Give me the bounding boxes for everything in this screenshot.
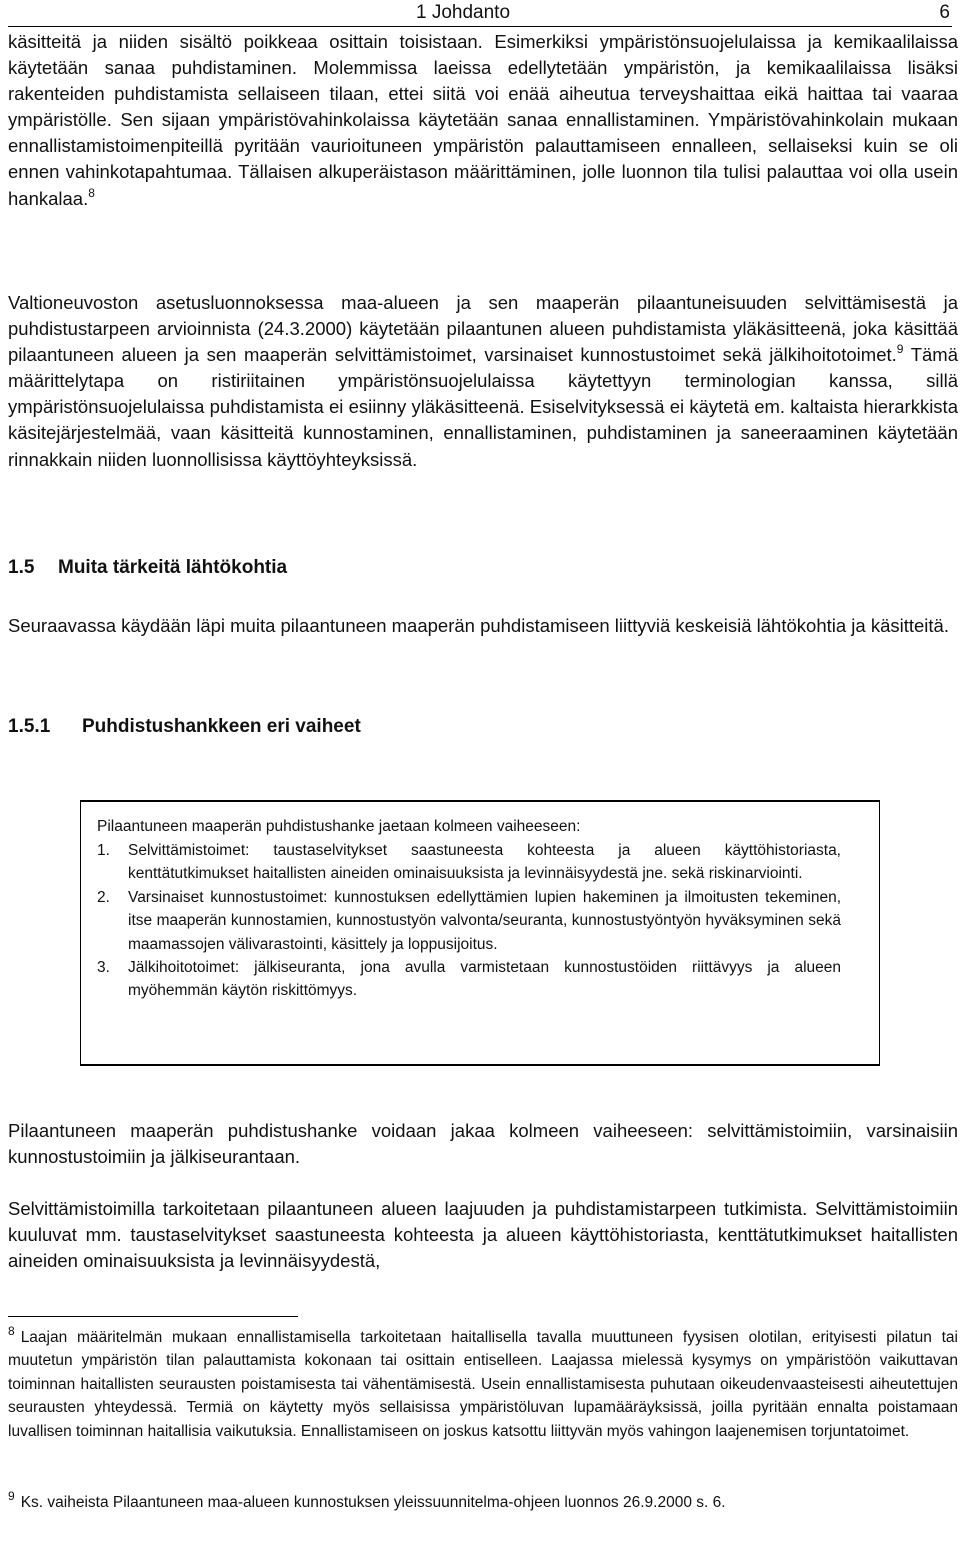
subsection-number: 1.5.1 [8,716,51,737]
phase-text: Varsinaiset kunnostustoimet: kunnostuksen edellyttämien lupien hakeminen ja ilmoitusten tekeminen, itse maaperän kunnostamien, kunnostustyön valvonta/seuranta, kunnostustyöntyön hyväksyminen sekä maamassojen välivarastointi, käsittely ja loppusijoitus. [128,888,841,953]
page-number: 6 [939,2,950,23]
phase-number: 2. [97,888,110,906]
footnote-separator [8,1316,298,1317]
phases-box-intro: Pilaantuneen maaperän puhdistushanke jaetaan kolmeen vaiheeseen: [97,818,581,835]
section-heading-1-5-1 [8,716,361,738]
section-title: Muita tärkeitä lähtökohtia [58,557,288,578]
paragraph-regulation-text-a: Valtioneuvoston asetusluonnoksessa maa-alueen ja sen maaperän pilaantuneisuuden selvittämisestä ja puhdistustarpeen arvioinnista (24.3.2000) käytetään pilaantunen alueen puhdistamista yläkäsitteenä, joka käsittää pilaantuneen alueen ja sen maaperän selvittämistoimet, varsinaiset kunnostustoimet sekä jälkihoitotoimet. [8,292,958,366]
phase-text: Selvittämistoimet: taustaselvitykset saastuneesta kohteesta ja alueen käyttöhistoriasta, kenttätutkimukset haitallisten aineiden ominaisuuksista ja levinnäisyydestä jne. sekä riskinarviointi. [128,842,841,883]
paragraph-terminology-text: käsitteitä ja niiden sisältö poikkeaa osittain toisistaan. Esimerkiksi ympäristönsuojelulaissa ja kemikaalilaissa käytetään sanaa puhdistaminen. Molemmissa laeissa edellytetään ympäristön, ja kemikaalilaissa lisäksi rakenteiden puhdistamista sellaiseen tilaan, ettei siitä voi enää aiheutua terveyshaittaa eikä haittaa tai vaaraa ympäristölle. Sen sijaan ympäristövahinkolaissa käytetään sanaa ennallistaminen. Ympäristövahinkolain mukaan ennallistamistoimenpiteillä pyritään vaurioituneen ympäristön palauttamiseen ennalleen, sellaiseksi kuin se oli ennen vahinkotapahtumaa. Tällaisen alkuperäistason määrittäminen, jolle luonnon tila tulisi palauttaa voi olla usein hankalaa. [8,31,958,209]
footnote-ref-9[interactable]: 9 [896,342,904,357]
phase-number: 3. [97,959,110,977]
paragraph-phases: Pilaantuneen maaperän puhdistushanke voidaan jakaa kolmeen vaiheeseen: selvittämistoimiin, varsinaisiin kunnostustoimiin ja jälkiseurantaan. [8,1120,958,1168]
subsection-title: Puhdistushankkeen eri vaiheet [82,716,361,737]
footnote-ref-8[interactable]: 8 [88,185,95,200]
paragraph-regulation [8,290,958,473]
paragraph-terminology [8,29,958,212]
header-section-title: 1 Johdanto [416,2,511,23]
section-number: 1.5 [8,557,35,578]
running-header [8,0,952,27]
section-heading-1-5 [8,557,287,579]
phases-box [80,800,880,1066]
phases-list [97,839,841,1003]
footnote-number: 9 [8,1489,15,1503]
phase-item [97,886,841,956]
footnote-text: Ks. vaiheista Pilaantuneen maa-alueen kunnostuksen yleissuunnitelma-ohjeen luonnos 26.9.2000 s. 6. [20,1494,726,1511]
phase-number: 1. [97,842,110,859]
footnote-text: Laajan määritelmän mukaan ennallistamisella tarkoitetaan haitallisella tavalla muuttuneen fyysisen olotilan, erityisesti pilatun tai muutetun ympäristön tilan palauttamista kokonaan tai osittain entiselleen. Laajassa mielessä kysymys on ympäristöön vaikuttavan toiminnan haitallisten seurausten poistamisesta tai vähentämisestä. Usein ennallistamisesta puhutaan oikeudenvaasteisesti aiheutettujen seurausten yhteydessä. Termiä on käytetty myös sellaisissa ympäristöluvan lupamääräyksissä, joilla pyritään ennalta poistamaan luvallisen toiminnan haitallisia vaikutuksia. Ennallistamiseen on joskus katsottu liittyvän myös vahingon laajenemisen torjuntatoimet. [8,1329,958,1440]
phase-item [97,956,841,1003]
paragraph-investigation: Selvittämistoimilla tarkoitetaan pilaantuneen alueen laajuuden ja puhdistamistarpeen tutkimista. Selvittämistoimiin kuuluvat mm. taustaselvitykset saastuneesta kohteesta ja alueen käyttöhistoriasta, kenttätutkimukset haitallisten aineiden ominaisuuksista ja levinnäisyydestä, [8,1198,958,1272]
footnote-8 [8,1326,958,1443]
paragraph-regulation-text-b: Tämä määrittelytapa on ristiriitainen ympäristönsuojelulaissa käytettyyn terminologian kanssa, sillä ympäristönsuojelulaissa puhdistamista ei esiinny yläkäsitteenä. Esiselvityksessä ei käytetä em. kaltaista hierarkkista käsitejärjestelmää, vaan käsitteitä kunnostaminen, ennallistaminen, puhdistaminen ja saneeraaminen käytetään rinnakkain niiden luonnollisissa käyttöyhteyksissä. [8,344,958,470]
phase-item [97,839,841,886]
footnote-number: 8 [8,1324,15,1338]
footnote-9 [8,1491,958,1514]
phase-text: Jälkihoitotoimet: jälkiseuranta, jona avulla varmistetaan kunnostustöiden riittävyys ja alueen myöhemmän käytön riskittömyys. [128,959,841,1000]
paragraph-intro: Seuraavassa käydään läpi muita pilaantuneen maaperän puhdistamiseen liittyviä keskeisiä lähtökohtia ja käsitteitä. [8,615,949,636]
